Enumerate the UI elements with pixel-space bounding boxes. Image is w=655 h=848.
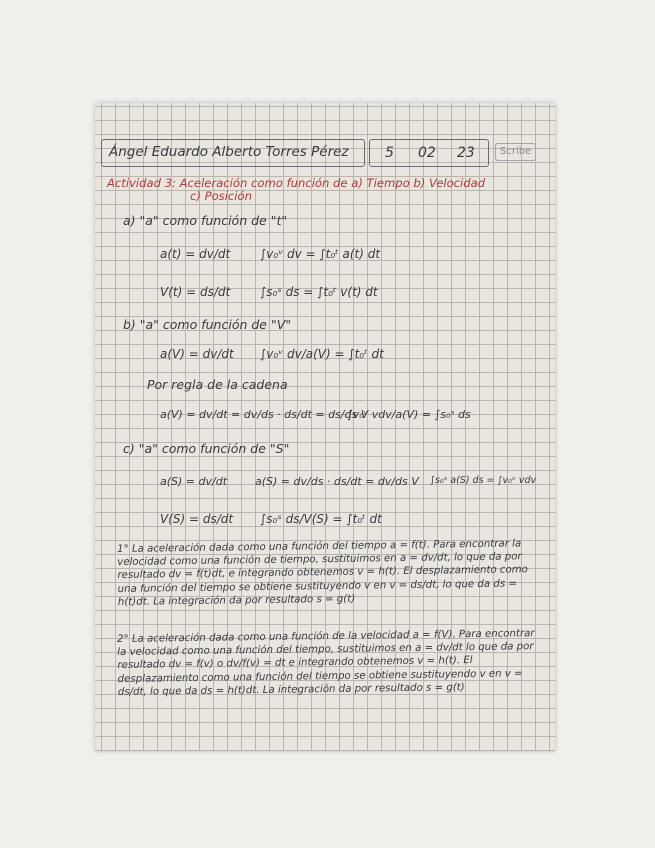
section-b-eq2-right: ∫v₀ᵛ vdv/a(V) = ∫s₀ˢ ds [347, 408, 471, 421]
date-day: 5 [385, 145, 394, 161]
section-b-eq1-left: a(V) = dv/dt [160, 347, 234, 361]
paragraph-1: 1° La aceleración dada como una función del tiempo a = f(t). Para encontrar la velocidad como una función de tiempo, sustituimos en a = dv/dt, lo que da por resultado dv = f(t)dt, e integrando obtenemos v = h(t). El desplazamiento como una función del tiempo se obtiene sustituyendo v en v = ds/dt, lo que da ds = h(t)dt. La integración da por resultado s = g(t) [117, 538, 528, 608]
section-c-eq2-left: V(S) = ds/dt [160, 512, 234, 526]
activity-title: Actividad 3: Aceleración como función de a) Tiempo b) Velocidad [107, 176, 486, 190]
date-year: 23 [457, 145, 475, 161]
section-a-eq2-left: V(t) = ds/dt [160, 285, 231, 299]
section-c-eq1-mid: a(S) = dv/ds · ds/dt = dv/ds V [255, 475, 419, 488]
brand-logo: Scribe [495, 143, 536, 161]
notebook-page [95, 103, 555, 751]
section-b-heading: b) "a" como función de "V" [123, 317, 292, 332]
section-b-eq2-left: a(V) = dv/dt = dv/ds · ds/dt = ds/ds V [160, 408, 369, 421]
section-c-eq1-right: ∫s₀ˢ a(S) ds = ∫v₀ᵛ vdv [430, 475, 537, 486]
section-b-eq1-right: ∫v₀ᵛ dv/a(V) = ∫t₀ᵗ dt [260, 347, 384, 361]
section-a-eq2-right: ∫s₀ˢ ds = ∫t₀ᵗ v(t) dt [260, 285, 378, 299]
section-c-eq1-left: a(S) = dv/dt [160, 475, 228, 488]
paragraph-2: 2° La aceleración dada como una función de la velocidad a = f(V). Para encontrar la velocidad como una función del tiempo, sustituimos en a = dv/dt lo que da por resultado dv = f(v) o dv/f(v) = dt e integrando obtenemos v = h(t). El desplazamiento como una función del tiempo se obtiene sustituyendo v en v = ds/dt, lo que da ds = h(t)dt. La integración da por resultado s = g(t) [117, 628, 535, 698]
section-c-eq2-right: ∫s₀ˢ ds/V(S) = ∫t₀ᵗ dt [260, 512, 382, 526]
section-a-eq1-left: a(t) = dv/dt [160, 247, 231, 261]
activity-title-line2: c) Posición [190, 189, 252, 203]
date-month: 02 [418, 145, 436, 161]
student-name: Ángel Eduardo Alberto Torres Pérez [109, 144, 349, 160]
section-c-heading: c) "a" como función de "S" [123, 441, 290, 456]
section-a-heading: a) "a" como función de "t" [123, 213, 288, 228]
chain-rule-text: Por regla de la cadena [147, 377, 288, 392]
section-a-eq1-right: ∫v₀ᵛ dv = ∫t₀ᵗ a(t) dt [260, 247, 381, 261]
